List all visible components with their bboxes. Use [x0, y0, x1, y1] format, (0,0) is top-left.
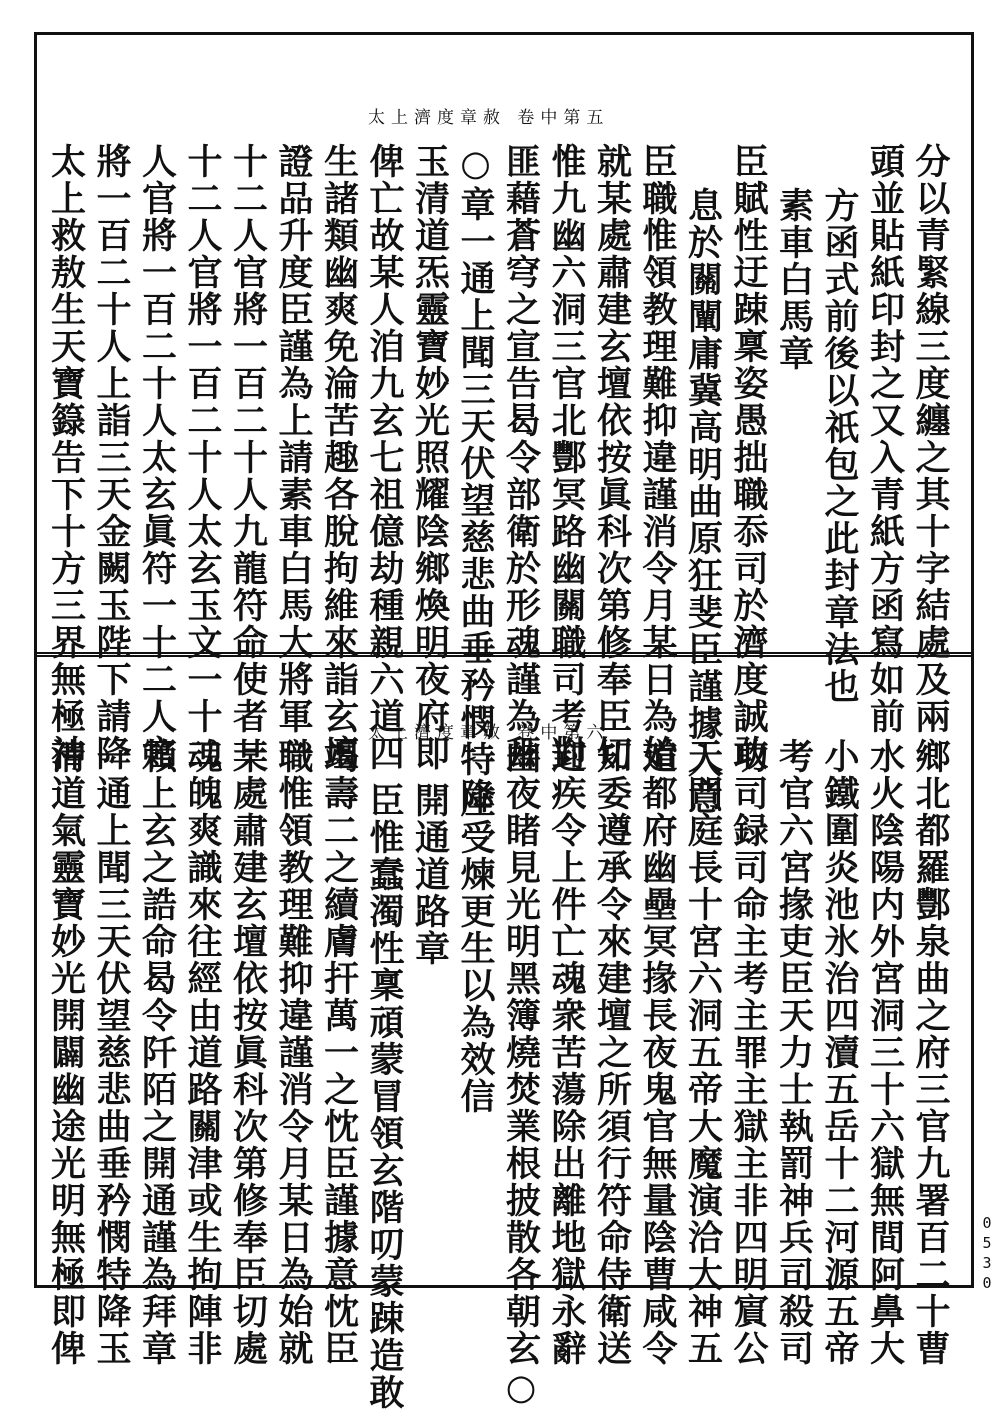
text-column: 小鐵圍炎池氷治四瀆五岳十二河源五帝	[819, 738, 860, 1367]
text-column: 息於關闡庸冀高明曲原狂斐臣謹據入意	[682, 187, 724, 816]
text-column: 迎疾令上件亡魂衆苦蕩除出離地獄永辭	[546, 738, 587, 1367]
text-column: 就某處肅建玄壇依按眞科次第修奉臣切	[591, 143, 633, 772]
page-number: 0530	[978, 1214, 996, 1294]
text-column: 素車白馬章	[773, 187, 815, 372]
text-column: 臣賦性迂踈稟姿愚拙職忝司於濟度誠敢	[728, 143, 769, 772]
text-column: 將一百二十人上詣三天金闕玉陛下請降	[91, 143, 132, 772]
text-column: 臣職惟領教理難抑違謹消令月某日為始	[637, 143, 678, 772]
text-column: 俾亡故某人洎九玄七祖億劫種親六道四	[364, 143, 405, 772]
text-column: 魂魄爽識來往經由道路關津或生拘陣非	[182, 738, 223, 1367]
text-column: 分以青緊線三度纏之其十字結處及兩	[910, 143, 951, 735]
text-column: 匪藉蒼穹之宣告曷令部衛於形魂謹為拜	[500, 143, 542, 772]
text-column: 臣惟蠢濁性稟頑蒙冒領玄階叨蒙踈造敢	[364, 782, 405, 1411]
text-column: 知委遵承令來建壇之所須行符命侍衛送	[591, 738, 633, 1367]
text-column: 職惟領教理難抑違謹消令月某日為始就	[273, 738, 314, 1367]
text-column: 功司録司命主考主罪主獄主非四明賔公	[728, 738, 769, 1367]
text-column: 惟九幽六洞三官北酆冥路幽關職司考對	[546, 143, 587, 772]
text-column: 十二人官將一百二十人九龍符命使者一	[227, 143, 269, 772]
text-column: 天門庭長十宮六洞五帝大魔演洽大神五	[682, 738, 724, 1367]
text-column: 頭並貼紙印封之又入青紙方函寫如前	[864, 143, 906, 735]
text-column: 生諸類幽爽免淪苦趣各脫拘維來詣玄壇	[318, 143, 360, 772]
text-column: 鄉北都羅酆泉曲之府三官九署百二十曹	[910, 738, 951, 1367]
top-running-header: 太上濟度章赦 卷中第五	[368, 108, 610, 128]
text-column: 開通道路章	[409, 782, 451, 967]
text-column: 方函式前後以祇包之此封章法也	[819, 187, 860, 705]
text-column: 座受煉更生以為效信	[455, 782, 496, 1115]
text-column: 一通上聞三天伏望慈悲曲垂矜憫特降玉	[91, 738, 132, 1367]
text-column: 水火陰陽内外宮洞三十六獄無間阿鼻大	[864, 738, 906, 1367]
text-column: 考官六宮掾吏臣天力士執罰神兵司殺司	[773, 738, 815, 1367]
text-column: 清道氣靈寶妙光開闢幽途光明無極即俾	[45, 738, 87, 1367]
text-column: ○章一通上聞三天伏望慈悲曲垂矜憫特降	[455, 143, 496, 815]
text-column: 十二人官將一百二十人太玄玉文一十二	[182, 143, 223, 772]
text-column: 證品升度臣謹為上請素車白馬大將軍一	[273, 143, 314, 772]
text-column: 人官將一百二十人太玄眞符一十二人官	[136, 143, 178, 772]
text-column: 太上救敖生天寶籙告下十方三界無極神	[45, 143, 87, 772]
text-column: 某處肅建玄壇依按眞科次第修奉臣切處	[227, 738, 269, 1367]
text-column: 玉清道炁靈寶妙光照耀陰鄉煥明夜府即	[409, 143, 451, 772]
bottom-running-header: 太上濟度章赦 卷中第六	[368, 723, 610, 743]
text-column: 賴上玄之誥命曷令阡陌之開通謹為拜章	[136, 738, 178, 1367]
text-column: 道都府幽壘冥掾長夜鬼官無量陰曹咸令	[637, 738, 678, 1367]
text-column: 竭壽二之續膚扞萬一之忱臣謹據意忱臣	[318, 738, 360, 1367]
text-column: 幽夜睹見光明黑簿燒焚業根披散各朝玄○	[500, 738, 542, 1410]
